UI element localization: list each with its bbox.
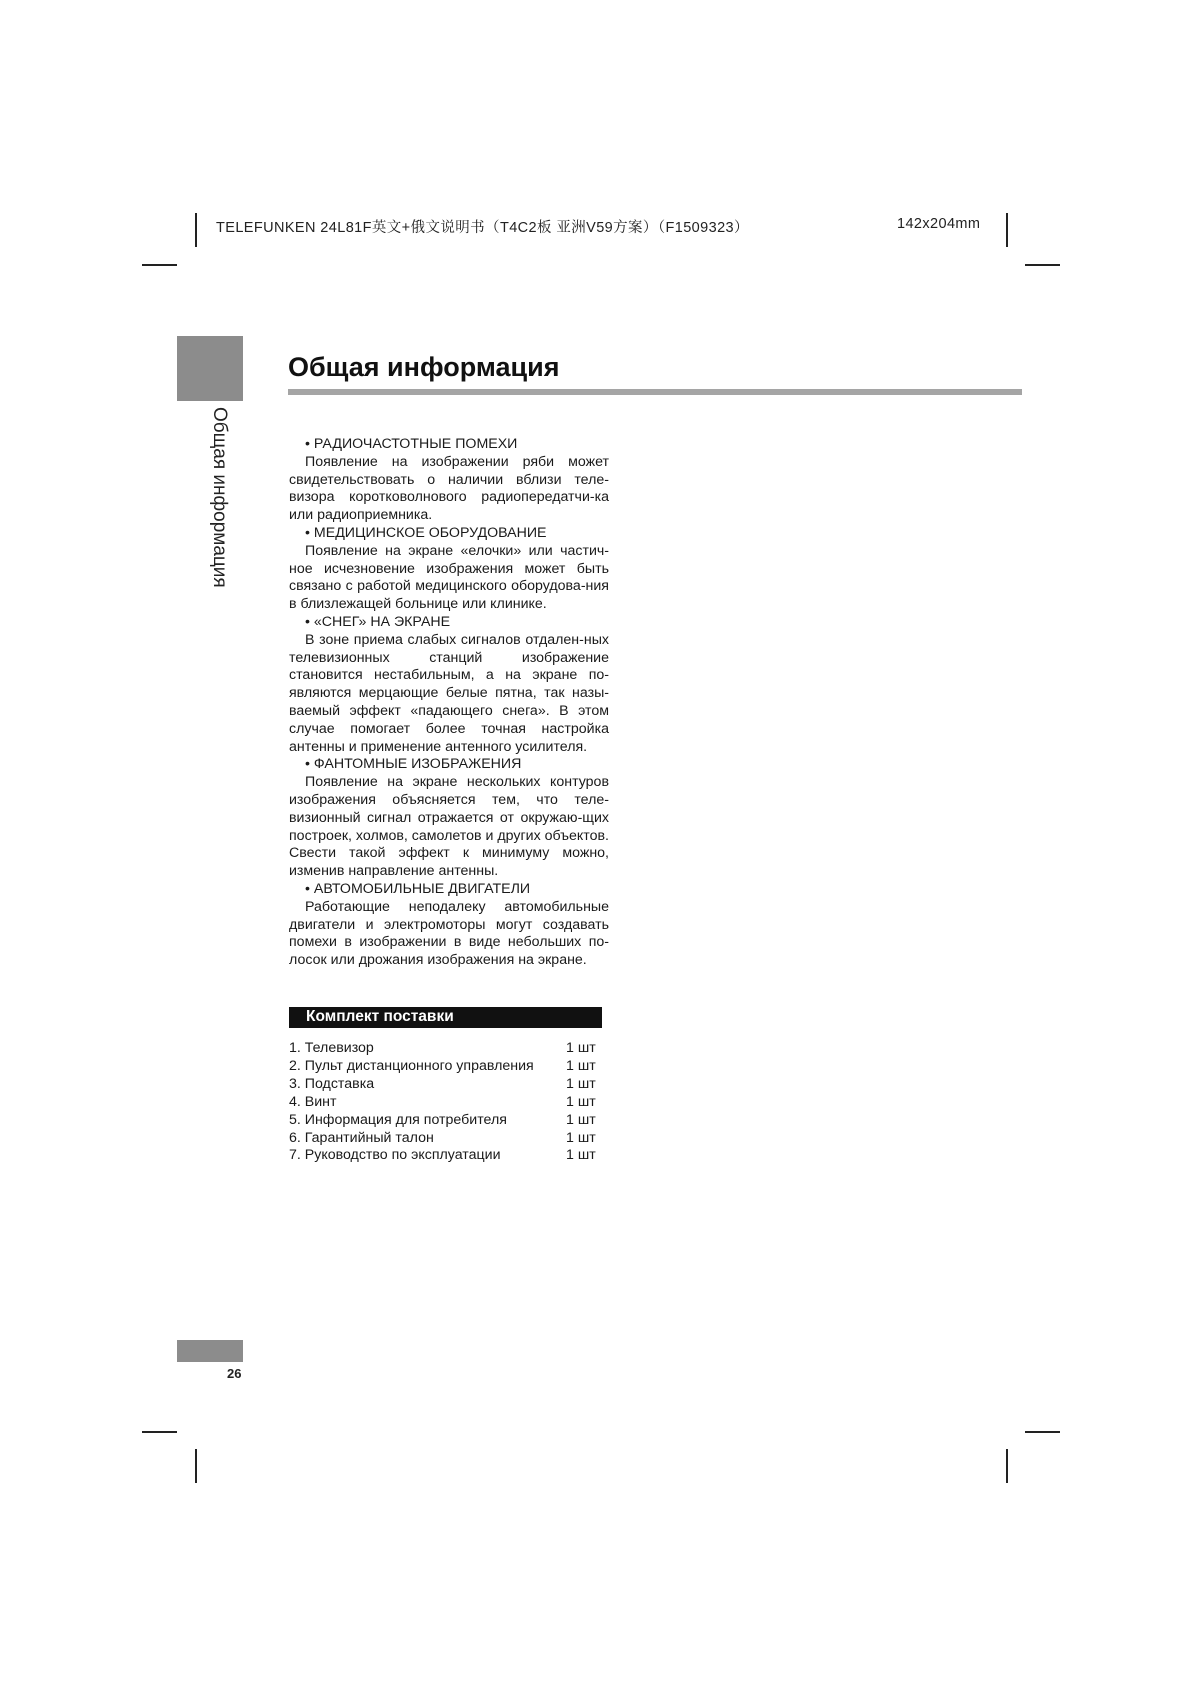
item-text-medical: Появление на экране «елочки» или частич-ное исчезновение изображения может быть связано с работой медицинского оборудова-ния в близлежащей больнице или клинике.	[289, 542, 609, 613]
item-text-engines: Работающие неподалеку автомобильные двигатели и электромоторы могут создавать помехи в изображении в виде небольших по-лосок или дрожания изображения на экране.	[289, 898, 609, 969]
kit-item-qty: 1 шт	[566, 1093, 596, 1110]
kit-item-name: 3. Подставка	[289, 1075, 375, 1092]
page-title: Общая информация	[288, 352, 560, 382]
kit-item-qty: 1 шт	[566, 1147, 596, 1164]
interference-list	[289, 436, 609, 970]
kit-section-heading	[289, 1007, 602, 1028]
kit-item-qty: 1 шт	[566, 1075, 596, 1092]
kit-list	[289, 1040, 609, 1165]
header-page-size: 142x204mm	[897, 216, 981, 232]
kit-item-name: 2. Пульт дистанционного управления	[289, 1057, 534, 1074]
section-side-label: Общая информация	[209, 407, 230, 588]
kit-item-qty: 1 шт	[566, 1040, 596, 1056]
kit-item-name: 5. Информация для потребителя	[289, 1111, 507, 1128]
page-number-block	[177, 1340, 243, 1362]
page-number: 26	[227, 1366, 242, 1381]
kit-item-qty: 1 шт	[566, 1129, 596, 1146]
crop-mark-top-right-v	[1006, 213, 1008, 247]
kit-item-name: 4. Винт	[289, 1093, 337, 1110]
kit-row	[289, 1112, 609, 1130]
kit-row	[289, 1130, 609, 1148]
kit-item-qty: 1 шт	[566, 1111, 596, 1128]
item-heading-medical: • МЕДИЦИНСКОЕ ОБОРУДОВАНИЕ	[305, 524, 547, 541]
crop-mark-top-left-h	[142, 264, 177, 266]
item-heading-engines: • АВТОМОБИЛЬНЫЕ ДВИГАТЕЛИ	[305, 880, 531, 897]
crop-mark-bottom-left-h	[142, 1431, 177, 1433]
item-text-radio: Появление на изображении ряби может свидетельствовать о наличии вблизи теле-визора коротковолнового радиопередатчи-ка или радиоприемника.	[289, 453, 609, 524]
crop-mark-bottom-right-h	[1025, 1431, 1060, 1433]
item-heading-radio: • РАДИОЧАСТОТНЫЕ ПОМЕХИ	[305, 436, 518, 452]
item-heading-snow: • «СНЕГ» НА ЭКРАНЕ	[305, 613, 451, 630]
kit-row	[289, 1040, 609, 1058]
crop-mark-top-left-v	[195, 213, 197, 247]
kit-row	[289, 1076, 609, 1094]
item-text-snow: В зоне приема слабых сигналов отдален-ных телевизионных станций изображение становится нестабильным, а на экране по-являются мерцающие белые пятна, так назы-ваемый эффект «падающего снега». В этом случае помогает более точная настройка антенны и применение антенного усилителя.	[289, 631, 609, 755]
item-heading-ghost: • ФАНТОМНЫЕ ИЗОБРАЖЕНИЯ	[305, 756, 522, 773]
kit-row	[289, 1058, 609, 1076]
kit-item-name: 7. Руководство по эксплуатации	[289, 1147, 501, 1164]
kit-item-qty: 1 шт	[566, 1057, 596, 1074]
section-tab-block	[177, 336, 243, 401]
item-text-ghost: Появление на экране нескольких контуров изображения объясняется тем, что теле-визионный сигнал отражается от окружаю-щих построек, холмов, самолетов и других объектов. Свести такой эффект к минимуму можно, изменив направление антенны.	[289, 774, 609, 880]
kit-section-title: Комплект поставки	[306, 1008, 454, 1025]
kit-item-name: 6. Гарантийный талон	[289, 1129, 434, 1146]
header-doc-ref: TELEFUNKEN 24L81F英文+俄文说明书（T4C2板 亚洲V59方案）（F1509323）	[216, 220, 749, 236]
crop-mark-bottom-left-v	[195, 1449, 197, 1483]
kit-row	[289, 1094, 609, 1112]
crop-mark-top-right-h	[1025, 264, 1060, 266]
kit-row	[289, 1147, 609, 1165]
crop-mark-bottom-right-v	[1006, 1449, 1008, 1483]
kit-item-name: 1. Телевизор	[289, 1040, 374, 1056]
title-divider	[288, 389, 1022, 395]
